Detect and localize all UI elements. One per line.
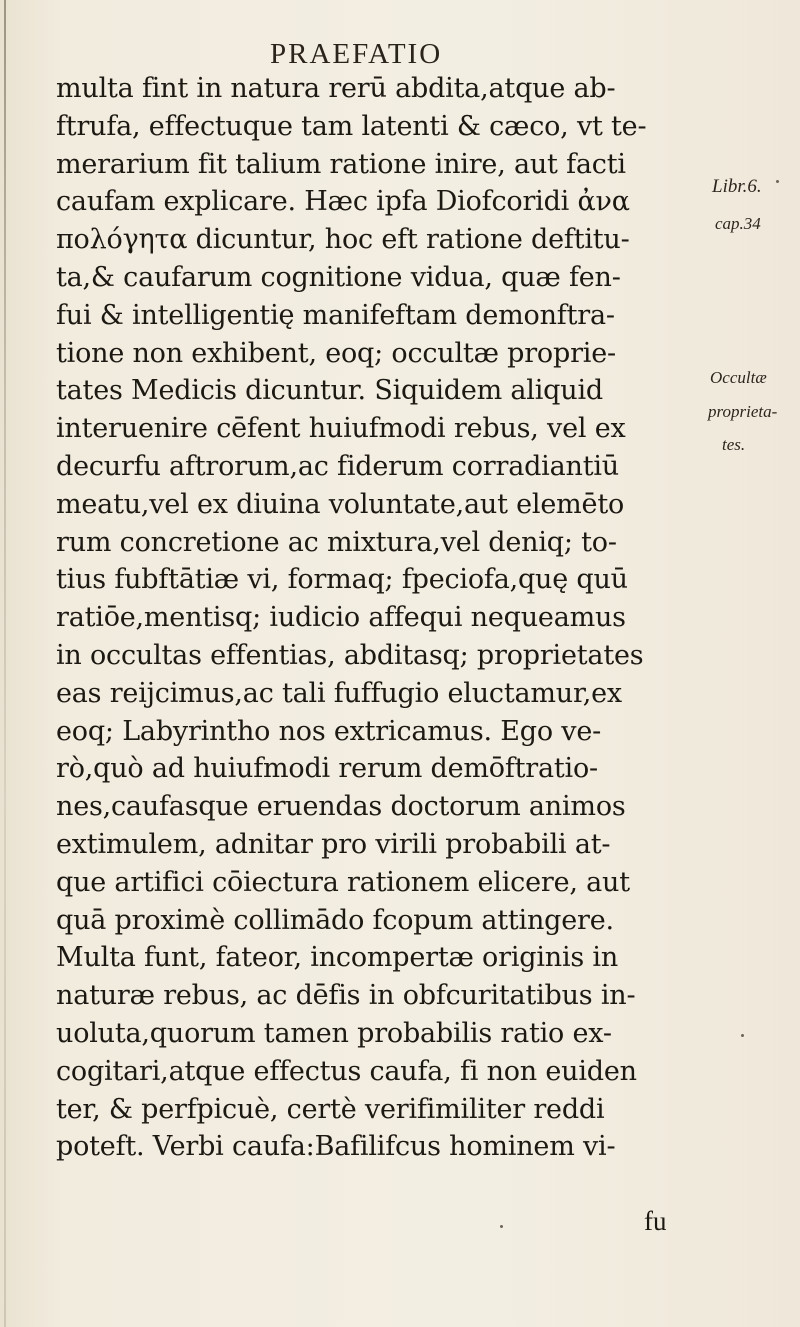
margin-note-chapter: cap.34 <box>715 214 761 233</box>
text-line: tius fubftātiæ vi, formaq; fpeciofa,quę quū <box>56 564 628 596</box>
binding-edge <box>4 0 6 1327</box>
text-line: fui & intelligentię manifeftam demonftra- <box>56 299 615 331</box>
margin-note-tes: tes. <box>722 435 746 454</box>
text-line: quā proximè collimādo fcopum attingere. <box>56 904 614 936</box>
text-line: interuenire cēfent huiufmodi rebus, vel ex <box>56 413 626 445</box>
text-line: in occultas effentias, abditasq; proprietates <box>56 639 644 671</box>
text-line: eoq; Labyrintho nos extricamus. Ego ve- <box>56 715 602 747</box>
text-line: que artifici cōiectura rationem elicere, aut <box>56 866 630 898</box>
text-line: poteft. Verbi caufa:Bafilifcus hominem vi- <box>56 1131 616 1163</box>
catchword: fu <box>644 1206 667 1236</box>
text-line: merarium fit talium ratione inire, aut facti <box>56 148 626 180</box>
text-line: Multa funt, fateor, incompertæ originis in <box>56 942 619 974</box>
text-line: πολόγητα dicuntur, hoc eft ratione deftitu- <box>56 224 630 256</box>
text-line: cogitari,atque effectus caufa, fi non euiden <box>56 1055 637 1087</box>
margin-note-book: Libr.6. <box>712 176 762 197</box>
text-line: eas reijcimus,ac tali fuffugio eluctamur,ex <box>56 677 622 709</box>
text-line: meatu,vel ex diuina voluntate,aut elemēto <box>56 488 625 520</box>
text-line: ratiōe,mentisq; iudicio affequi nequeamus <box>56 602 626 634</box>
text-line: tates Medicis dicuntur. Siquidem aliquid <box>56 375 603 407</box>
text-line: extimulem, adnitar pro virili probabili at- <box>56 828 611 860</box>
text-line: tione non exhibent, eoq; occultæ proprie- <box>56 337 616 369</box>
text-line: caufam explicare. Hæc ipfa Diofcoridi ἀνα <box>56 186 630 218</box>
text-line: rum concretione ac mixtura,vel deniq; to- <box>56 526 617 558</box>
paper-speck <box>741 1034 744 1037</box>
paper-speck <box>776 180 779 183</box>
text-line: uoluta,quorum tamen probabilis ratio ex- <box>56 1017 612 1049</box>
text-line: ter, & perfpicuè, certè verifimiliter reddi <box>56 1093 605 1125</box>
text-line: nes,caufasque eruendas doctorum animos <box>56 791 626 823</box>
text-line: decurfu aftrorum,ac fiderum corradiantiū <box>56 450 619 482</box>
text-line: naturæ rebus, ac dēfis in obfcuritatibus in- <box>56 980 636 1012</box>
margin-note-occultae: Occultæ <box>710 368 767 387</box>
margin-note-proprieta: proprieta- <box>708 402 778 421</box>
text-line: ta,& caufarum cognitione vidua, quæ fen- <box>56 261 621 293</box>
running-head: PRAEFATIO <box>270 38 443 70</box>
text-line: rò,quò ad huiufmodi rerum demōftratio- <box>56 753 598 785</box>
main-text <box>56 70 696 1166</box>
text-line: ftrufa, effectuque tam latenti & cæco, vt te- <box>56 110 647 142</box>
paper-speck <box>500 1225 503 1228</box>
text-line: multa fint in natura rerū abdita,atque ab- <box>56 73 616 104</box>
